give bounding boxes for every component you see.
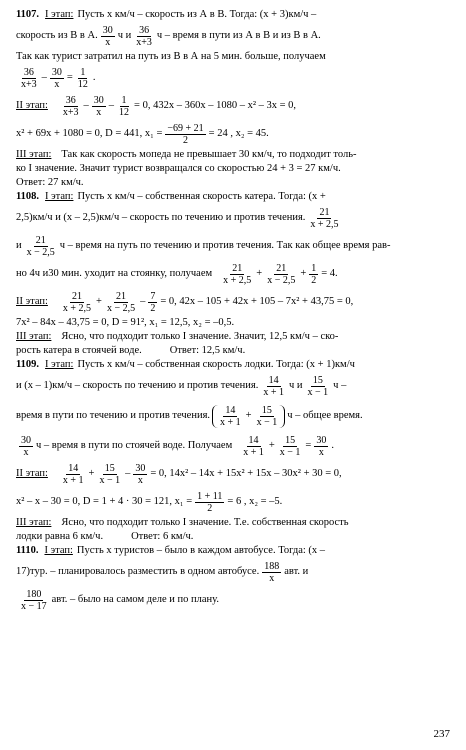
operator: – xyxy=(108,99,115,111)
text: ч – время на путь по течению и против течения. Так как общее время рав- xyxy=(59,239,391,251)
text: 2,5)км/ч и (x – 2,5)км/ч – скорость по течению и против течения. xyxy=(16,211,306,223)
fraction: $\frac{1}{2}$ xyxy=(311,262,317,286)
operator: + xyxy=(300,267,307,279)
text: . xyxy=(92,71,96,83)
fraction: $\frac{30}{x}$ xyxy=(21,434,31,458)
text: 7x² – 84x – 43,75 = 0, D = 91², x₁ = 12,5, x₂ = –0,5. xyxy=(16,316,235,328)
text: Так как скорость мопеда не превышает 30 км/ч, то подходит толь- xyxy=(61,148,357,160)
problem-1110-line-2 xyxy=(16,558,456,586)
fraction: $\frac{-69 + 21}{2}$ xyxy=(167,122,204,146)
fraction: $\frac{188}{x}$ xyxy=(264,560,280,584)
fraction: $\frac{15}{x - 1}$ xyxy=(256,404,278,428)
problem-1107-line-3 xyxy=(16,50,456,64)
text: ч и xyxy=(117,29,132,41)
stage-label: III этап: xyxy=(16,148,52,160)
fraction: $\frac{14}{x + 1}$ xyxy=(220,404,241,428)
text: = 6 , x₂ = –5. xyxy=(227,495,283,507)
fraction: $\frac{15}{x - 1}$ xyxy=(99,462,121,486)
text: Ясно, что подходит только I значение. Значит, 12,5 км/ч – ско- xyxy=(61,330,339,342)
text: ч – общее время. xyxy=(287,409,363,421)
fraction: $\frac{21}{x - 2,5}$ xyxy=(26,234,55,258)
fraction: $\frac{1}{12}$ xyxy=(119,94,130,118)
text: ко I значение. Значит турист возвращался со скоростью 24 + 3 = 27 км/ч. xyxy=(16,162,341,174)
operator: = xyxy=(66,71,73,83)
problem-1107-line-2 xyxy=(16,22,456,50)
fraction: $\frac{1 + 11}{2}$ xyxy=(197,490,223,514)
text: Пусть x туристов – было в каждом автобусе. Тогда: (x – xyxy=(76,544,326,556)
problem-1109-line-1 xyxy=(16,358,456,372)
fraction: $\frac{36}{x+3}$ xyxy=(21,66,37,90)
problem-1107-line-5 xyxy=(16,92,456,120)
text: Так как турист затратил на путь из В в А на 5 мин. больше, получаем xyxy=(16,50,326,62)
operator: + xyxy=(268,439,275,451)
text: 17)тур. – планировалось разместить в одном автобусе. xyxy=(16,565,260,577)
problem-1108-line-8 xyxy=(16,344,456,358)
problem-1108-line-3 xyxy=(16,232,456,260)
text: ч и xyxy=(289,379,303,391)
fraction: $\frac{30}{x}$ xyxy=(316,434,327,458)
operator: – xyxy=(125,467,131,479)
text: лодки равна 6 км/ч. xyxy=(16,530,104,542)
fraction: $\frac{21}{x - 2,5}$ xyxy=(106,290,136,314)
fraction: $\frac{180}{x - 17}$ xyxy=(21,588,47,612)
problem-1108-line-5 xyxy=(16,288,456,316)
text: x² – x – 30 = 0, D = 1 + 4 · 30 = 121, x₁ = xyxy=(16,495,193,507)
text: Ясно, что подходит только I значение. Т.е. собственная скорость xyxy=(61,516,349,528)
operator: – xyxy=(41,71,47,83)
problem-number-1109: 1109. xyxy=(16,358,40,370)
fraction: $\frac{7}{2}$ xyxy=(150,290,156,314)
operator: + xyxy=(256,267,263,279)
operator: + xyxy=(96,295,102,307)
problem-1109-line-7 xyxy=(16,516,456,530)
fraction: $\frac{14}{x + 1}$ xyxy=(62,462,84,486)
fraction: $\frac{30}{x}$ xyxy=(102,24,113,48)
problem-1107-line-7 xyxy=(16,148,456,162)
answer: Ответ: 12,5 км/ч. xyxy=(169,344,246,356)
stage-label: II этап: xyxy=(16,467,48,479)
stage-label: I этап: xyxy=(45,358,74,370)
fraction: $\frac{21}{x - 2,5}$ xyxy=(267,262,296,286)
problem-1108-line-1 xyxy=(16,190,456,204)
problem-1108-line-2 xyxy=(16,204,456,232)
fraction: $\frac{14}{x + 1}$ xyxy=(243,434,264,458)
text: рость катера в стоячей воде. xyxy=(16,344,142,356)
text: = 0, 14x² – 14x + 15x² + 15x – 30x² + 30 = 0, xyxy=(150,467,342,479)
text: но 4ч и30 мин. уходит на стоянку, получаем xyxy=(16,267,213,279)
stage-label: III этап: xyxy=(16,516,52,528)
answer: Ответ: 6 км/ч. xyxy=(131,530,194,542)
text: ч – время в пути из А в В и из В в А. xyxy=(156,29,321,41)
stage-label: III этап: xyxy=(16,330,52,342)
operator: + xyxy=(88,467,95,479)
text: = 0, 42x – 105 + 42x + 105 – 7x² + 43,75 = 0, xyxy=(160,295,354,307)
problem-1108-line-6 xyxy=(16,316,456,330)
problem-1110-line-1 xyxy=(16,544,456,558)
text: и xyxy=(16,239,22,251)
problem-1109-line-2 xyxy=(16,372,456,400)
text: ч – xyxy=(333,379,347,391)
problem-number-1107: 1107. xyxy=(16,8,40,20)
fraction: $\frac{30}{x}$ xyxy=(93,94,104,118)
stage-label: II этап: xyxy=(16,295,48,307)
fraction: $\frac{30}{x}$ xyxy=(51,66,62,90)
fraction: $\frac{21}{x + 2,5}$ xyxy=(310,206,339,230)
text: Пусть x км/ч – собственная скорость катера. Тогда: (x + xyxy=(77,190,326,202)
page-number: 237 xyxy=(433,728,450,740)
text: Пусть x км/ч – собственная скорость лодки. Тогда: (x + 1)км/ч xyxy=(77,358,355,370)
problem-1109-line-4 xyxy=(16,432,456,460)
problem-number-1110: 1110. xyxy=(16,544,39,556)
problem-1108-line-7 xyxy=(16,330,456,344)
problem-1109-line-6 xyxy=(16,488,456,516)
operator: – xyxy=(140,295,146,307)
stage-label: II этап: xyxy=(16,99,48,111)
problem-1107-answer xyxy=(16,176,456,190)
problem-1107-line-4 xyxy=(16,64,456,92)
problem-1108-line-4 xyxy=(16,260,456,288)
problem-1107-line-6 xyxy=(16,120,456,148)
fraction: $\frac{15}{x - 1}$ xyxy=(279,434,301,458)
text: авт. – было на самом деле и по плану. xyxy=(51,593,219,605)
text: ч – время в пути по стоячей воде. Получаем xyxy=(36,439,233,451)
stage-label: I этап: xyxy=(45,8,74,20)
fraction: $\frac{30}{x}$ xyxy=(135,462,146,486)
text: . xyxy=(331,439,334,451)
problem-1109-line-8 xyxy=(16,530,456,544)
answer: Ответ: 27 км/ч. xyxy=(16,176,84,188)
problem-1109-line-3 xyxy=(16,400,456,432)
fraction: $\frac{21}{x + 2,5}$ xyxy=(223,262,252,286)
stage-label: I этап: xyxy=(44,544,73,556)
operator: + xyxy=(245,409,252,421)
stage-label: I этап: xyxy=(45,190,74,202)
problem-number-1108: 1108. xyxy=(16,190,40,202)
fraction: $\frac{36}{x+3}$ xyxy=(62,94,79,118)
operator: = xyxy=(305,439,312,451)
problem-1110-line-3 xyxy=(16,586,456,614)
operator: – xyxy=(83,99,89,111)
text: авт. и xyxy=(284,565,309,577)
text: = 0, 432x – 360x – 1080 – x² – 3x = 0, xyxy=(134,99,297,111)
text: время в пути по течению и против течения. xyxy=(16,409,211,421)
problem-1107-line-1 xyxy=(16,8,456,22)
problem-1107-line-8 xyxy=(16,162,456,176)
text: скорость из В в А. xyxy=(16,29,98,41)
text: и (x – 1)км/ч – скорость по течению и против течения. xyxy=(16,379,259,391)
text: x² + 69x + 1080 = 0, D = 441, x₁ = xyxy=(16,127,163,139)
text: = 4. xyxy=(321,267,338,279)
text: Пусть x км/ч – скорость из А в В. Тогда: (x + 3)км/ч – xyxy=(77,8,317,20)
fraction: $\frac{36}{x+3}$ xyxy=(136,24,152,48)
fraction: $\frac{1}{12}$ xyxy=(77,66,88,90)
problem-1109-line-5 xyxy=(16,460,456,488)
fraction: $\frac{15}{x - 1}$ xyxy=(307,374,329,398)
fraction: $\frac{14}{x + 1}$ xyxy=(263,374,284,398)
parenthesized-sum xyxy=(212,405,285,428)
text: = 24 , x₂ = 45. xyxy=(208,127,269,139)
fraction: $\frac{21}{x + 2,5}$ xyxy=(62,290,92,314)
